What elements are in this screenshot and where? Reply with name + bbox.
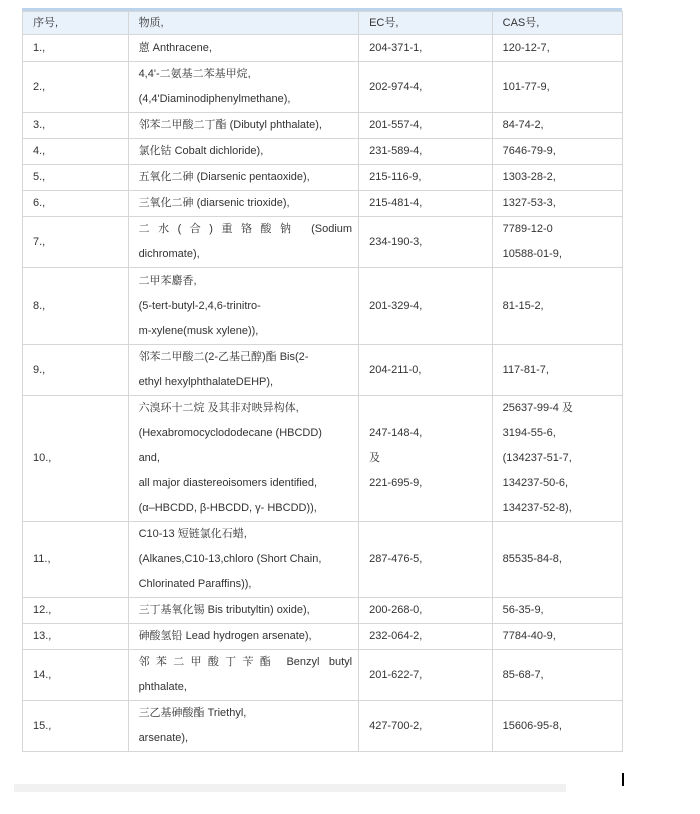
cas-line: 85-68-7, xyxy=(502,668,544,681)
substance-line: 4,4'-二氨基二苯基甲烷, xyxy=(138,68,251,80)
cell-no: 14., xyxy=(23,650,129,701)
cell-no: 12., xyxy=(23,598,129,624)
ec-line: 247-148-4, xyxy=(369,427,423,439)
cell-ec xyxy=(359,701,493,752)
table-row xyxy=(23,624,623,650)
substance-line: 氯化钴 Cobalt dichloride), xyxy=(138,145,264,157)
cell-no: 13., xyxy=(23,624,129,650)
cell-no: 3., xyxy=(23,113,129,139)
cell-ec xyxy=(359,268,493,345)
cell-cas xyxy=(492,62,622,113)
cell-no: 10., xyxy=(23,396,129,522)
cell-cas xyxy=(492,650,622,701)
cas-line: 134237-50-6, xyxy=(502,477,569,489)
substance-line: m-xylene(musk xylene)), xyxy=(138,324,259,337)
ec-line: 221-695-9, xyxy=(369,477,423,489)
table-row xyxy=(23,701,623,752)
cell-ec xyxy=(359,62,493,113)
substance-line: C10-13 短链氯化石蜡, xyxy=(138,528,247,540)
substance-line: 三丁基氧化锡 Bis tributyltin) oxide), xyxy=(138,604,310,616)
substance-line: ethyl hexylphthalateDEHP), xyxy=(138,376,274,388)
cell-no: 2., xyxy=(23,62,129,113)
table-row xyxy=(23,165,623,191)
cell-substance xyxy=(128,701,359,752)
table-row xyxy=(23,522,623,598)
cas-line: (134237-51-7, xyxy=(502,452,572,464)
cell-cas xyxy=(492,701,622,752)
cas-line: 10588-01-9, xyxy=(502,248,562,260)
substance-line: 三氧化二砷 (diarsenic trioxide), xyxy=(138,197,290,209)
cell-substance xyxy=(128,191,359,217)
cell-no: 9., xyxy=(23,345,129,396)
cell-no: 7., xyxy=(23,217,129,268)
substance-line: arsenate), xyxy=(138,732,189,744)
cas-line: 101-77-9, xyxy=(502,80,550,93)
cell-no: 11., xyxy=(23,522,129,598)
table-row xyxy=(23,191,623,217)
table-row xyxy=(23,598,623,624)
cas-line: 7784-40-9, xyxy=(502,630,556,642)
table-row xyxy=(23,345,623,396)
cell-substance xyxy=(128,62,359,113)
cell-cas xyxy=(492,191,622,217)
cell-substance xyxy=(128,113,359,139)
cas-line: 25637-99-4 及 xyxy=(502,402,573,414)
cell-substance xyxy=(128,35,359,62)
substance-line: 邻苯二甲酸二丁酯 (Dibutyl phthalate), xyxy=(138,119,322,131)
substance-line: dichromate), xyxy=(138,248,200,260)
cell-no: 1., xyxy=(23,35,129,62)
substance-line: all major diastereoisomers identified, xyxy=(138,477,318,489)
cell-substance xyxy=(128,268,359,345)
ec-line: 215-116-9, xyxy=(369,171,422,183)
table-row xyxy=(23,396,623,522)
cas-line: 85535-84-8, xyxy=(502,553,562,565)
ec-line: 231-589-4, xyxy=(369,145,423,157)
cell-substance xyxy=(128,217,359,268)
table-row xyxy=(23,650,623,701)
header-ec: EC号, xyxy=(359,12,493,35)
table-row xyxy=(23,268,623,345)
cell-cas xyxy=(492,396,622,522)
substance-line: Chlorinated Paraffins)), xyxy=(138,578,252,590)
cell-ec xyxy=(359,396,493,522)
cas-line: 56-35-9, xyxy=(502,604,544,616)
cell-cas xyxy=(492,345,622,396)
cell-cas xyxy=(492,139,622,165)
header-substance: 物质, xyxy=(128,12,359,35)
cell-cas xyxy=(492,217,622,268)
ec-line: 215-481-4, xyxy=(369,197,423,209)
ec-line: 202-974-4, xyxy=(369,80,423,93)
cell-no: 8., xyxy=(23,268,129,345)
substance-line: (α–HBCDD, β-HBCDD, γ- HBCDD)), xyxy=(138,502,317,514)
cas-line: 81-15-2, xyxy=(502,299,544,312)
table-row xyxy=(23,35,623,62)
cas-line: 3194-55-6, xyxy=(502,427,556,439)
ec-line: 234-190-3, xyxy=(369,235,423,248)
cell-substance xyxy=(128,598,359,624)
ec-line: 204-211-0, xyxy=(369,363,422,376)
cell-no: 6., xyxy=(23,191,129,217)
cell-cas xyxy=(492,522,622,598)
cell-ec xyxy=(359,35,493,62)
table-row xyxy=(23,217,623,268)
cell-cas xyxy=(492,113,622,139)
substance-line: 蒽 Anthracene, xyxy=(138,41,212,54)
cell-cas xyxy=(492,624,622,650)
ec-line: 201-557-4, xyxy=(369,119,423,131)
cell-substance xyxy=(128,345,359,396)
substance-line: and, xyxy=(138,452,160,464)
substance-line: (4,4'Diaminodiphenylmethane), xyxy=(138,93,291,105)
cell-ec xyxy=(359,624,493,650)
ec-line: 200-268-0, xyxy=(369,604,423,616)
cell-substance xyxy=(128,522,359,598)
cas-line: 7789-12-0 xyxy=(502,223,553,235)
substance-line: 二甲苯麝香, xyxy=(138,274,197,287)
cas-line: 1303-28-2, xyxy=(502,171,556,183)
cell-no: 15., xyxy=(23,701,129,752)
ec-line: 201-622-7, xyxy=(369,668,423,681)
cell-no: 5., xyxy=(23,165,129,191)
cell-ec xyxy=(359,191,493,217)
substance-table xyxy=(22,11,623,752)
cas-line: 7646-79-9, xyxy=(502,145,556,157)
substance-line: (5-tert-butyl-2,4,6-trinitro- xyxy=(138,299,261,312)
header-no: 序号, xyxy=(23,12,129,35)
cell-substance xyxy=(128,624,359,650)
cell-no: 4., xyxy=(23,139,129,165)
cell-ec xyxy=(359,217,493,268)
substance-line: 砷酸氢铅 Lead hydrogen arsenate), xyxy=(138,630,312,642)
table-header-row xyxy=(23,12,623,35)
substance-line: 二水(合)重铬酸钠 (Sodium xyxy=(138,223,353,235)
substance-line: 三乙基砷酸酯 Triethyl, xyxy=(138,707,247,719)
cas-line: 15606-95-8, xyxy=(502,719,562,732)
ec-line: 204-371-1, xyxy=(369,41,423,54)
cas-line: 120-12-7, xyxy=(502,41,550,54)
cell-cas xyxy=(492,35,622,62)
cell-substance xyxy=(128,396,359,522)
cell-ec xyxy=(359,113,493,139)
substance-line: 邻苯二甲酸二(2-乙基己醇)酯 Bis(2- xyxy=(138,351,309,363)
substance-line: phthalate, xyxy=(138,681,187,693)
substance-line: 五氧化二砷 (Diarsenic pentaoxide), xyxy=(138,171,310,183)
ec-line: 232-064-2, xyxy=(369,630,423,642)
horizontal-scrollbar[interactable] xyxy=(14,784,566,792)
cell-ec xyxy=(359,598,493,624)
cas-line: 134237-52-8), xyxy=(502,502,572,514)
cell-cas xyxy=(492,268,622,345)
table-row xyxy=(23,139,623,165)
table-body xyxy=(23,35,623,752)
cell-ec xyxy=(359,650,493,701)
cell-ec xyxy=(359,139,493,165)
ec-line: 287-476-5, xyxy=(369,553,423,565)
cell-ec xyxy=(359,522,493,598)
cas-line: 117-81-7, xyxy=(502,363,549,376)
cell-substance xyxy=(128,650,359,701)
cell-substance xyxy=(128,165,359,191)
substance-line: 邻苯二甲酸丁苄酯 Benzyl butyl xyxy=(138,656,353,668)
cell-cas xyxy=(492,165,622,191)
header-cas: CAS号, xyxy=(492,12,622,35)
substance-line: 六溴环十二烷 及其非对映异构体, xyxy=(138,402,299,414)
ec-line: 201-329-4, xyxy=(369,299,423,312)
cas-line: 1327-53-3, xyxy=(502,197,556,209)
cell-substance xyxy=(128,139,359,165)
cell-ec xyxy=(359,165,493,191)
text-cursor xyxy=(622,773,624,786)
table-row xyxy=(23,62,623,113)
cell-ec xyxy=(359,345,493,396)
substance-line: (Alkanes,C10-13,chloro (Short Chain, xyxy=(138,553,322,565)
ec-line: 及 xyxy=(369,452,381,464)
substance-line: (Hexabromocyclododecane (HBCDD) xyxy=(138,427,322,439)
cas-line: 84-74-2, xyxy=(502,119,544,131)
cell-cas xyxy=(492,598,622,624)
ec-line: 427-700-2, xyxy=(369,719,423,732)
table-row xyxy=(23,113,623,139)
